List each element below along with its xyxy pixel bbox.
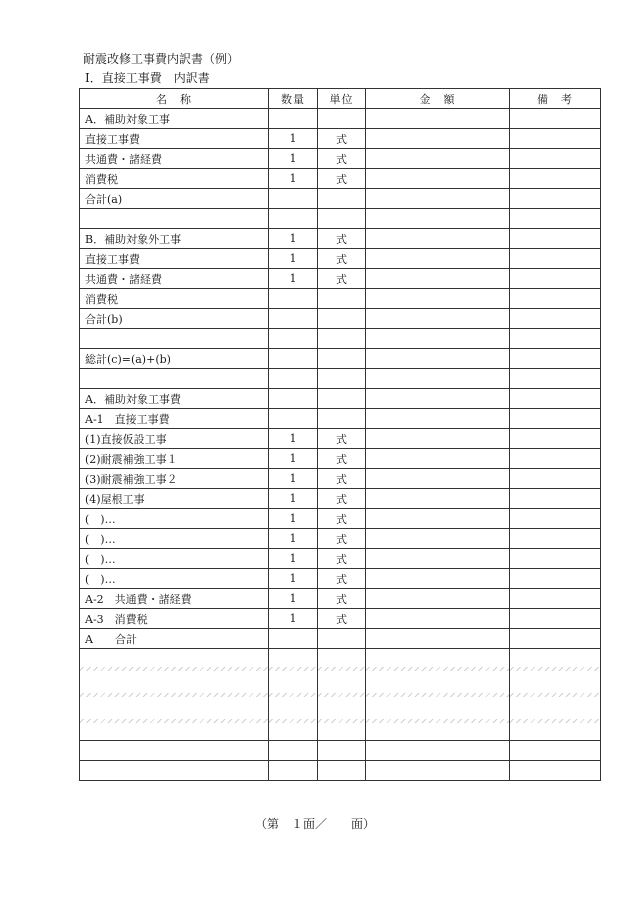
table-row <box>80 149 601 169</box>
table-row <box>80 741 601 761</box>
cell-name: ( )… <box>80 549 269 569</box>
cell-qty <box>269 349 318 369</box>
table-row <box>80 169 601 189</box>
break-row <box>80 662 601 675</box>
cell-name: 共通費・諸経費 <box>80 149 269 169</box>
cell-amount <box>366 529 510 549</box>
cell-unit: 式 <box>318 429 366 449</box>
header-name: 名 称 <box>80 89 269 109</box>
empty-cell <box>80 649 269 663</box>
cell-note <box>510 189 601 209</box>
empty-cell <box>80 727 269 741</box>
cell-note <box>510 309 601 329</box>
cell-unit: 式 <box>318 229 366 249</box>
cell-note <box>510 149 601 169</box>
cell-unit: 式 <box>318 569 366 589</box>
cell-unit: 式 <box>318 169 366 189</box>
cell-amount <box>366 149 510 169</box>
cell-note <box>510 429 601 449</box>
cell-qty <box>269 369 318 389</box>
table-row <box>80 509 601 529</box>
cell-amount <box>366 189 510 209</box>
cell-note <box>510 569 601 589</box>
cell-qty: 1 <box>269 169 318 189</box>
cell-name <box>80 329 269 349</box>
cell-qty: 1 <box>269 509 318 529</box>
cell-note <box>510 289 601 309</box>
empty-cell <box>269 662 318 675</box>
empty-cell <box>80 701 269 714</box>
cell-name: A-2 共通費・諸経費 <box>80 589 269 609</box>
table-row <box>80 469 601 489</box>
empty-cell <box>366 649 510 663</box>
cell-name: 消費税 <box>80 289 269 309</box>
cell-note <box>510 549 601 569</box>
cell-amount <box>366 429 510 449</box>
header-qty: 数量 <box>269 89 318 109</box>
break-row <box>80 688 601 701</box>
cell-qty: 1 <box>269 609 318 629</box>
cell-unit <box>318 329 366 349</box>
cell-name: 合計(a) <box>80 189 269 209</box>
cell-name: A 合計 <box>80 629 269 649</box>
cost-breakdown-table <box>79 88 601 781</box>
table-body <box>80 109 601 781</box>
cell-name: 直接工事費 <box>80 249 269 269</box>
empty-cell <box>269 761 318 781</box>
cell-name: ( )… <box>80 529 269 549</box>
cell-note <box>510 509 601 529</box>
cell-unit: 式 <box>318 549 366 569</box>
cell-name: 合計(b) <box>80 309 269 329</box>
cell-unit <box>318 409 366 429</box>
cell-unit <box>318 369 366 389</box>
cell-qty <box>269 189 318 209</box>
empty-cell <box>366 727 510 741</box>
cell-note <box>510 609 601 629</box>
cell-unit: 式 <box>318 589 366 609</box>
cell-name: ( )… <box>80 569 269 589</box>
break-row <box>80 714 601 727</box>
empty-cell <box>80 714 269 727</box>
section-title: Ⅰ．直接工事費 内訳書 <box>85 71 210 85</box>
table-row <box>80 589 601 609</box>
cell-unit <box>318 189 366 209</box>
cell-note <box>510 129 601 149</box>
table-row <box>80 629 601 649</box>
table-header-row <box>80 89 601 109</box>
cell-unit: 式 <box>318 149 366 169</box>
cell-unit: 式 <box>318 129 366 149</box>
document-title: 耐震改修工事費内訳書（例） <box>83 52 240 66</box>
cell-qty: 1 <box>269 469 318 489</box>
empty-cell <box>318 741 366 761</box>
cell-note <box>510 169 601 189</box>
cell-amount <box>366 269 510 289</box>
cell-amount <box>366 229 510 249</box>
cell-amount <box>366 329 510 349</box>
cell-unit: 式 <box>318 529 366 549</box>
table-row <box>80 529 601 549</box>
cell-unit <box>318 389 366 409</box>
empty-cell <box>366 662 510 675</box>
cell-note <box>510 369 601 389</box>
empty-cell <box>80 675 269 688</box>
table-row <box>80 329 601 349</box>
cell-amount <box>366 489 510 509</box>
empty-cell <box>269 675 318 688</box>
empty-cell <box>318 701 366 714</box>
page-number-footer: （第 １面／ 面） <box>254 817 375 831</box>
cell-qty: 1 <box>269 449 318 469</box>
header-note: 備 考 <box>510 89 601 109</box>
header-unit: 単位 <box>318 89 366 109</box>
break-row <box>80 727 601 741</box>
cell-unit: 式 <box>318 249 366 269</box>
empty-cell <box>269 714 318 727</box>
table-row <box>80 549 601 569</box>
cell-name: 消費税 <box>80 169 269 189</box>
empty-cell <box>269 727 318 741</box>
table-row <box>80 569 601 589</box>
cell-qty: 1 <box>269 589 318 609</box>
cell-amount <box>366 509 510 529</box>
table-row <box>80 289 601 309</box>
cell-qty: 1 <box>269 529 318 549</box>
cell-unit <box>318 629 366 649</box>
cell-amount <box>366 349 510 369</box>
empty-cell <box>318 675 366 688</box>
cell-amount <box>366 449 510 469</box>
cell-note <box>510 249 601 269</box>
table-row <box>80 109 601 129</box>
cell-amount <box>366 129 510 149</box>
cell-qty <box>269 289 318 309</box>
empty-cell <box>318 727 366 741</box>
cell-qty: 1 <box>269 569 318 589</box>
table-row <box>80 489 601 509</box>
cell-amount <box>366 469 510 489</box>
cell-note <box>510 329 601 349</box>
cell-name: 共通費・諸経費 <box>80 269 269 289</box>
empty-cell <box>510 649 601 663</box>
cell-amount <box>366 589 510 609</box>
table-row <box>80 129 601 149</box>
empty-cell <box>318 662 366 675</box>
table-row <box>80 309 601 329</box>
table-row <box>80 269 601 289</box>
cell-qty: 1 <box>269 549 318 569</box>
cell-amount <box>366 209 510 229</box>
cell-note <box>510 389 601 409</box>
cell-note <box>510 409 601 429</box>
cell-qty <box>269 109 318 129</box>
empty-cell <box>318 761 366 781</box>
table-row <box>80 349 601 369</box>
table-row <box>80 229 601 249</box>
cell-qty: 1 <box>269 249 318 269</box>
cell-note <box>510 629 601 649</box>
table-row <box>80 429 601 449</box>
cell-name: ( )… <box>80 509 269 529</box>
table-row <box>80 189 601 209</box>
cell-qty <box>269 409 318 429</box>
cell-qty: 1 <box>269 489 318 509</box>
cell-note <box>510 349 601 369</box>
empty-cell <box>510 761 601 781</box>
cell-amount <box>366 169 510 189</box>
cell-name: 総計(c)=(a)+(b) <box>80 349 269 369</box>
empty-cell <box>80 761 269 781</box>
cell-qty: 1 <box>269 269 318 289</box>
empty-cell <box>318 649 366 663</box>
empty-cell <box>80 688 269 701</box>
cell-name: A-1 直接工事費 <box>80 409 269 429</box>
cell-name: A．補助対象工事 <box>80 109 269 129</box>
empty-cell <box>80 662 269 675</box>
cell-qty: 1 <box>269 429 318 449</box>
cell-name <box>80 209 269 229</box>
empty-cell <box>366 741 510 761</box>
cell-unit: 式 <box>318 609 366 629</box>
table-row <box>80 409 601 429</box>
cell-amount <box>366 369 510 389</box>
empty-cell <box>510 741 601 761</box>
empty-cell <box>510 688 601 701</box>
cell-unit <box>318 349 366 369</box>
cell-amount <box>366 549 510 569</box>
cell-qty <box>269 209 318 229</box>
cell-amount <box>366 629 510 649</box>
cell-amount <box>366 569 510 589</box>
empty-cell <box>269 701 318 714</box>
empty-cell <box>366 675 510 688</box>
cell-name: B．補助対象外工事 <box>80 229 269 249</box>
cell-qty: 1 <box>269 149 318 169</box>
cell-note <box>510 449 601 469</box>
cell-name: (2)耐震補強工事１ <box>80 449 269 469</box>
cell-note <box>510 109 601 129</box>
cell-name: A-3 消費税 <box>80 609 269 629</box>
cell-amount <box>366 249 510 269</box>
cell-name <box>80 369 269 389</box>
cell-qty <box>269 309 318 329</box>
table-row <box>80 449 601 469</box>
header-amount: 金 額 <box>366 89 510 109</box>
cell-unit: 式 <box>318 269 366 289</box>
cell-name: (1)直接仮設工事 <box>80 429 269 449</box>
cell-note <box>510 469 601 489</box>
table-row <box>80 761 601 781</box>
cell-qty <box>269 329 318 349</box>
empty-cell <box>510 727 601 741</box>
empty-cell <box>80 741 269 761</box>
cell-amount <box>366 389 510 409</box>
cell-name: A．補助対象工事費 <box>80 389 269 409</box>
break-row <box>80 649 601 663</box>
cell-name: (3)耐震補強工事２ <box>80 469 269 489</box>
cell-amount <box>366 309 510 329</box>
empty-cell <box>510 714 601 727</box>
cell-unit: 式 <box>318 469 366 489</box>
empty-cell <box>269 688 318 701</box>
empty-cell <box>318 714 366 727</box>
cell-unit <box>318 209 366 229</box>
cell-unit: 式 <box>318 449 366 469</box>
empty-cell <box>366 701 510 714</box>
cell-qty <box>269 389 318 409</box>
cell-unit <box>318 109 366 129</box>
empty-cell <box>510 701 601 714</box>
empty-cell <box>510 662 601 675</box>
cell-note <box>510 229 601 249</box>
cell-note <box>510 529 601 549</box>
cell-note <box>510 209 601 229</box>
cell-qty: 1 <box>269 229 318 249</box>
cell-unit <box>318 289 366 309</box>
table-row <box>80 249 601 269</box>
cell-note <box>510 489 601 509</box>
cell-note <box>510 269 601 289</box>
cell-amount <box>366 409 510 429</box>
empty-cell <box>269 649 318 663</box>
cell-amount <box>366 109 510 129</box>
table-row <box>80 209 601 229</box>
cell-unit: 式 <box>318 489 366 509</box>
break-row <box>80 701 601 714</box>
empty-cell <box>366 714 510 727</box>
break-row <box>80 675 601 688</box>
cell-note <box>510 589 601 609</box>
table-row <box>80 609 601 629</box>
cell-amount <box>366 609 510 629</box>
cell-amount <box>366 289 510 309</box>
cell-qty: 1 <box>269 129 318 149</box>
cell-unit <box>318 309 366 329</box>
table-row <box>80 369 601 389</box>
empty-cell <box>269 741 318 761</box>
empty-cell <box>318 688 366 701</box>
cell-unit: 式 <box>318 509 366 529</box>
cell-name: 直接工事費 <box>80 129 269 149</box>
table-row <box>80 389 601 409</box>
empty-cell <box>366 761 510 781</box>
cell-qty <box>269 629 318 649</box>
empty-cell <box>366 688 510 701</box>
empty-cell <box>510 675 601 688</box>
cell-name: (4)屋根工事 <box>80 489 269 509</box>
